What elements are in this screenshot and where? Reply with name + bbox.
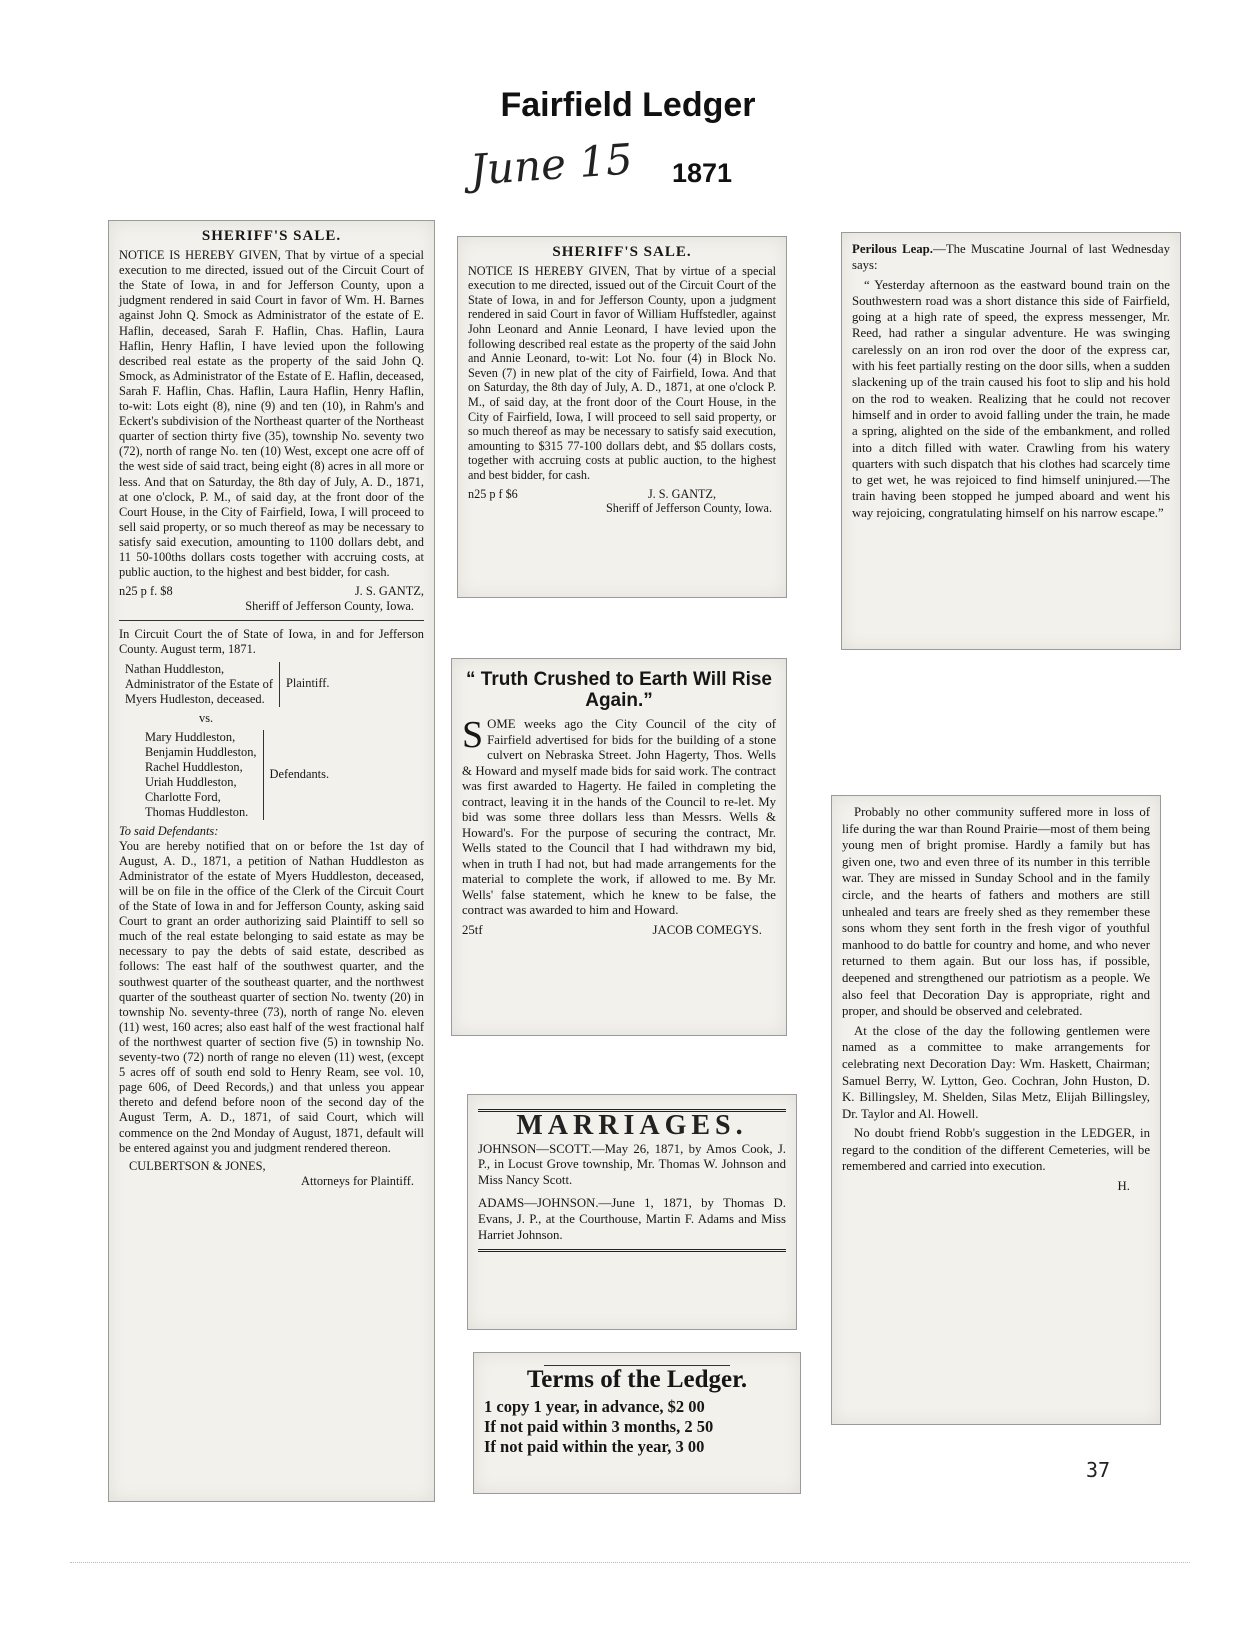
plaintiff-line: Administrator of the Estate of [125, 676, 273, 691]
sheriff-sale-code: n25 p f. $8 [119, 584, 173, 599]
versus-label: vs. [199, 710, 214, 725]
divider [119, 620, 424, 621]
page-title: Fairfield Ledger [500, 86, 756, 124]
marriage-entry: JOHNSON—SCOTT.—May 26, 1871, by Amos Cook, J. P., in Locust Grove township, Mr. Thomas W. Johnson and Miss Nancy Scott. [478, 1141, 786, 1187]
terms-title: Terms of the Ledger. [526, 1366, 748, 1393]
truth-crushed-title: “ Truth Crushed to Earth Will Rise Again.” [466, 669, 772, 711]
marriage-entry: ADAMS—JOHNSON.—June 1, 1871, by Thomas D. Evans, J. P., at the Courthouse, Martin F. Adams and Miss Harriet Johnson. [478, 1196, 786, 1242]
truth-crushed-code: 25tf [462, 922, 483, 937]
court-notice-body: You are hereby notified that on or before the 1st day of August, A. D., 1871, a petition of Nathan Huddleston as Administrator of the estate of Myers Huddleston, deceased, will be on file in the office of the Clerk of the Circuit Court of the State of Iowa in and for Jefferson County, asking said Court to grant an order authorizing said Plaintiff to sell so much of the real estate belonging to said estate as may be necessary to pay the debts of said estate, described as follows: The east half of the southwest quarter, and the southwest quarter of the southeast quarter, and the northwest quarter of the southeast quarter of section No. twenty (20) in township No. seventy-three (73), north of range No. eleven (11) west, 160 acres; also east half of the west fractional half of the northwest quarter of section five (5) in township No. seventy-two (72) north of range no eleven (11) west, (except 5 acres off of south end sold to Henry Ream, see vol. 10, page 606, of Deed Records,) and that unless you appear thereto and defend before noon of the second day of the August Term, A. D., 1871, of said Court, which will commence on the 2nd Monday of August, 1871, default will be entered against you and judgment rendered thereon. [119, 838, 424, 1155]
decoration-para-1: Probably no other community suffered more in loss of life during the war than Round Prairie—most of them being young men of bright promise. Hardly a family but has given one, two and even three of its number in this terrible war. They are missed in Sunday School and in the family circle, and the hearts of fathers and mothers are still unhealed and tears are freely shed as they remember these sons whom they sent forth in the fresh vigor of youthful manhood to do battle for country and home, and who never returned to them again. But our loss has, if possible, deepened and strengthened our patriotism as a people. We also feel that Decoration Day is appropriate, right and proper, and should be observed and celebrated. [842, 805, 1150, 1019]
plaintiff-line: Nathan Huddleston, [125, 661, 225, 676]
sheriff-sale-heading: SHERIFF'S SALE. [552, 244, 692, 260]
defendant-line: Thomas Huddleston. [145, 804, 249, 819]
sheriff-sale-body: NOTICE IS HEREBY GIVEN, That by virtue of a special execution to me directed, issued out of the Circuit Court of the State of Iowa, in and for Jefferson County, upon a judgment rendered in said Court in favor of Wm. H. Barnes against John Q. Smock as Administrator of the estate of E. Haflin, deceased, Sarah F. Haflin, Chas. Haflin, Laura Haflin, Henry Haflin, I have levied upon the following described real estate as the property of the said John Q. Smock, as Administrator of the Estate of E. Haflin, deceased, Sarah F. Haflin, Chas. Haflin, Laura Haflin, Henry Haflin, to-wit: Lots eight (8), nine (9) and ten (10), in Rahm's and Eckert's subdivision of the Northeast quarter of the Northeast quarter of section thirty five (35), township No. seventy two (72), north of range No. ten (10) West, except one acre off of the west side of said tract, being eight (8) acres in all more or less. And that on Saturday, the 8th day of July, A. D., 1871, at one o'clock, P. M., of said day, at the front door of the Court House, in the City of Fairfield, Iowa, I will proceed to sell said property, or so much thereof as may be necessary to satisfy said execution, amounting to 1100 dollars debt, and 11 50-100ths dollars costs together with accruing costs, at public auction, to the highest and best bidder, for cash. [119, 248, 424, 580]
sheriff-sale-signature-row [468, 487, 776, 502]
sheriff-sale-signer-title: Sheriff of Jefferson County, Iowa. [606, 501, 772, 516]
defendant-line: Rachel Huddleston, [145, 759, 243, 774]
sheriff-sale-signer: J. S. GANTZ, [354, 584, 424, 599]
sheriff-sale-signature-row [119, 584, 424, 599]
truth-crushed-clipping [451, 658, 787, 1036]
marriages-bottom-rule [478, 1249, 786, 1252]
to-defendants: To said Defendants: [119, 823, 219, 838]
drop-cap: S [462, 714, 484, 756]
defendant-line: Benjamin Huddleston, [145, 744, 257, 759]
truth-crushed-body: OME weeks ago the City Council of the city of Fairfield advertised for bids for the building of a stone culvert on Nebraska Street. John Hagerty, Thos. Wells & Howard and myself made bids for said work. The contract was first awarded to Hagerty. He failed in completing the contract, leaving it in the hands of the Council to re-let. My bid was some three dollars less than Messrs. Wells & Howard's. For the purpose of securing the contract, Mr. Wells stated to the Council that I had withdrawn my bid, when in truth I had not, but had made arrangements for the material to complete the work, if allowed to me. By Mr. Wells' false statement, which he knew to be false, the contract was awarded to him and Howard. [462, 717, 776, 917]
defendant-line: Uriah Huddleston, [145, 774, 237, 789]
sheriff-sale-body: NOTICE IS HEREBY GIVEN, That by virtue of a special execution to me directed, issued out of the Circuit Court of the State of Iowa, in and for Jefferson County, upon a judgment rendered in said Court in favor of William Huffstedler, against John Leonard and Annie Leonard, I have levied upon the following described real estate as the property of the said John and Annie Leonard, to-wit: Lot No. four (4) in Block No. Seven (7) in new plat of the city of Fairfield, Iowa. And that on Saturday, the 8th day of July, A. D., 1871, at one o'clock P. M., of said day, at the front door of the Court House, in the City of Fairfield, Iowa, I will proceed to sell said property, or so much thereof as may be necessary to satisfy said execution, amounting to $315 77-100 dollars debt, and $5 dollars costs, together with accruing costs at public auction, to the highest and best bidder, for cash. [468, 263, 776, 482]
sheriff-sale-heading: SHERIFF'S SALE. [201, 228, 342, 244]
marriages-clipping [467, 1094, 797, 1330]
court-caption: In Circuit Court the of State of Iowa, in and for Jefferson County. August term, 1871. [119, 627, 424, 657]
defendant-block [145, 730, 424, 820]
sheriff-sale-clipping-left [108, 220, 435, 1502]
sheriff-sale-signer: J. S. GANTZ, [647, 486, 716, 501]
truth-crushed-signature-row [462, 923, 776, 939]
defendant-line: Charlotte Ford, [145, 789, 221, 804]
decoration-para-2: At the close of the day the following gentlemen were named as a committee to make arrangements for celebrating next Decoration Day: Wm. Haskett, Chairman; Samuel Berry, W. Lytton, Geo. Cochran, John Huston, D. K. Billingsley, M. Shelden, Silas Metz, Elijah Billingsley, Dr. Taylor and Al. Howell. [842, 1023, 1150, 1121]
terms-line: 1 copy 1 year, in advance, $2 00 [484, 1397, 705, 1417]
sheriff-sale-clipping-middle [457, 236, 787, 598]
plaintiff-label: Plaintiff. [285, 676, 330, 691]
page-number: 37 [1086, 1458, 1111, 1482]
year-label: 1871 [672, 158, 733, 188]
sheriff-sale-code: n25 p f $6 [468, 486, 518, 501]
perilous-leap-heading: Perilous Leap. [852, 242, 934, 256]
plaintiff-block [125, 662, 424, 707]
perilous-leap-clipping [841, 232, 1181, 650]
decoration-signer: H. [1117, 1179, 1130, 1194]
attorneys-name: CULBERTSON & JONES, [129, 1158, 266, 1173]
truth-crushed-signer: JACOB COMEGYS. [652, 922, 762, 937]
attorneys-title: Attorneys for Plaintiff. [301, 1173, 414, 1188]
marriages-title: MARRIAGES. [516, 1110, 748, 1141]
defendant-line: Mary Huddleston, [145, 729, 236, 744]
handwritten-date: June 15 [468, 134, 635, 195]
perilous-leap-body: “ Yesterday afternoon as the eastward bound train on the Southwestern road was a short distance this side of Fairfield, going at a high rate of speed, the express messenger, Mr. Reed, had rather a singular adventure. He was swinging carelessly on an iron rod over the door of the express car, with his feet partially resting on the door sills, when a sudden slackening up of the train caused his foot to slip and his hold on the rod to weaken. Realizing that he could not recover himself and in order to avoid falling under the train, he made a spring, alighted on the side of the embankment, and rolled into a ditch filled with water. Crawling from his watery quarters with such dispatch that his clothes had scarcely time to get wet, he was rejoiced to find himself uninjured.—The train having been stopped he jumped aboard and went his way rejoicing, congratulating himself on his narrow escape.” [852, 277, 1170, 520]
perilous-leap-intro: —The Muscatine Journal of last Wednesday says: [852, 242, 1170, 273]
bottom-rule [70, 1562, 1190, 1563]
terms-line: If not paid within 3 months, 2 50 [484, 1417, 714, 1437]
sheriff-sale-signer-title: Sheriff of Jefferson County, Iowa. [245, 599, 414, 614]
defendant-label: Defendants. [269, 767, 330, 782]
terms-clipping [473, 1352, 801, 1494]
terms-line: If not paid within the year, 3 00 [484, 1437, 705, 1457]
decoration-day-clipping [831, 795, 1161, 1425]
plaintiff-line: Myers Hudleston, deceased. [125, 691, 265, 706]
decoration-para-3: No doubt friend Robb's suggestion in the LEDGER, in regard to the condition of the different Cemeteries, will be remembered and carried into execution. [842, 1126, 1150, 1174]
